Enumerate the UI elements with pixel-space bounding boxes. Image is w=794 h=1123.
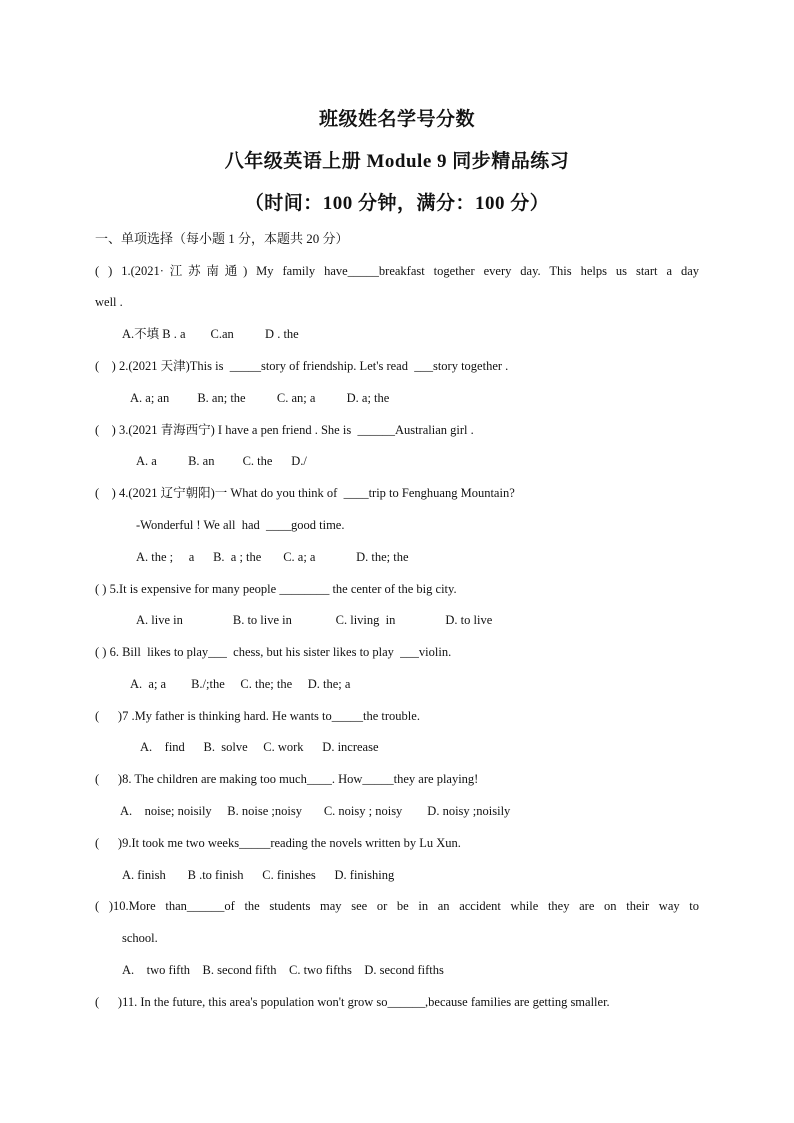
question-options: A. two fifth B. second fifth C. two fifths D. second fifths xyxy=(122,963,444,977)
question-stem: ( )9.It took me two weeks_____reading the novels written by Lu Xun. xyxy=(95,836,461,850)
question-options: A. noise; noisily B. noise ;noisy C. noisy ; noisy D. noisy ;noisily xyxy=(120,804,511,818)
question-options: A.不填 B . a C.an D . the xyxy=(122,327,299,341)
question-stem: ( )7 .My father is thinking hard. He wants to_____the trouble. xyxy=(95,709,420,723)
question-stem: ( )8. The children are making too much____. How_____they are playing! xyxy=(95,772,479,786)
question-stem: ( ) 1.(2021·江苏南通) My family have_____breakfast together every day. This helps us start a day xyxy=(95,264,699,278)
question-options: A. find B. solve C. work D. increase xyxy=(140,740,379,754)
question-options: A. a; a B./;the C. the; the D. the; a xyxy=(130,677,351,691)
question-continuation: school. xyxy=(122,931,158,945)
question-options: A. live in B. to live in C. living in D. to live xyxy=(136,613,493,627)
question-options: A. finish B .to finish C. finishes D. finishing xyxy=(122,868,395,882)
question-stem: ( ) 5.It is expensive for many people ________ the center of the big city. xyxy=(95,582,457,596)
question-stem: ( ) 2.(2021 天津)This is _____story of friendship. Let's read ___story together . xyxy=(95,359,509,373)
class-name-header: 班级姓名学号分数 xyxy=(318,109,475,130)
time-score-info: （时间：100 分钟，满分：100 分） xyxy=(244,193,550,214)
section-heading: 一、单项选择（每小题 1 分，本题共 20 分） xyxy=(95,231,349,246)
question-stem: ( ) 4.(2021 辽宁朝阳)一 What do you think of ____trip to Fenghuang Mountain? xyxy=(95,486,515,500)
question-stem: ( )10.More than______of the students may see or be in an accident while they are on their way to xyxy=(95,899,699,913)
question-stem: ( ) 3.(2021 青海西宁) I have a pen friend . She is ______Australian girl . xyxy=(95,423,474,437)
question-continuation: well . xyxy=(95,295,123,309)
question-continuation: -Wonderful ! We all had ____good time. xyxy=(136,518,345,532)
question-options: A. the ; a B. a ; the C. a; a D. the; the xyxy=(136,550,409,564)
question-options: A. a B. an C. the D./ xyxy=(136,454,307,468)
question-stem: ( ) 6. Bill likes to play___ chess, but his sister likes to play ___violin. xyxy=(95,645,452,659)
question-stem: ( )11. In the future, this area's population won't grow so______,because families are getting smaller. xyxy=(95,995,610,1009)
question-options: A. a; an B. an; the C. an; a D. a; the xyxy=(130,391,390,405)
document-title: 八年级英语上册 Module 9 同步精品练习 xyxy=(224,151,570,172)
